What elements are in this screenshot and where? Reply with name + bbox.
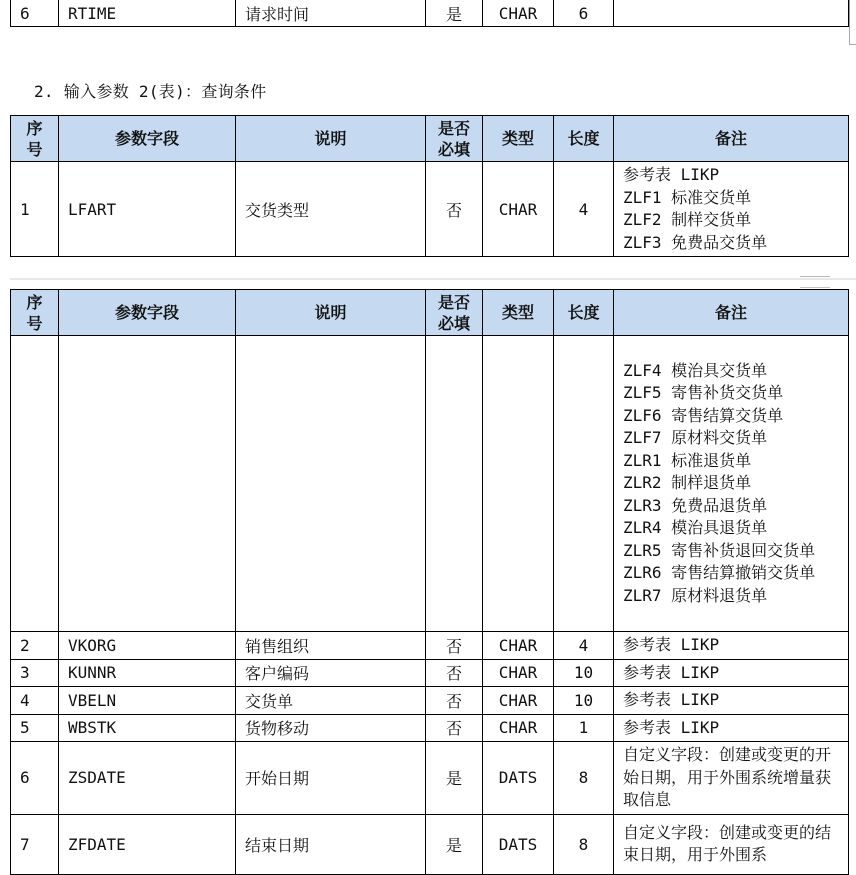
cell-note bbox=[614, 0, 849, 27]
table-row bbox=[11, 742, 849, 815]
table-row bbox=[11, 0, 849, 27]
note-line: 参考表 LIKP bbox=[623, 165, 720, 184]
table-row bbox=[11, 714, 849, 742]
cell-note bbox=[614, 336, 849, 632]
cell-no: 7 bbox=[11, 814, 59, 874]
section-caption: 2. 输入参数 2(表)：查询条件 bbox=[34, 82, 267, 101]
table-row bbox=[11, 336, 849, 632]
cell-type: CHAR bbox=[483, 714, 554, 742]
page-break bbox=[10, 278, 856, 280]
note-line: ZLF2 制样交货单 bbox=[623, 210, 752, 229]
cell-length: 1 bbox=[554, 714, 614, 742]
cell-note bbox=[614, 814, 849, 874]
header-desc: 说明 bbox=[236, 116, 426, 162]
note-line: ZLR6 寄售结算撤销交货单 bbox=[623, 563, 816, 583]
note-line: ZLF4 模治具交货单 bbox=[623, 360, 768, 380]
cell-note bbox=[614, 742, 849, 815]
cell-desc: 货物移动 bbox=[236, 714, 426, 742]
cell-required bbox=[426, 336, 483, 632]
cell-length: 8 bbox=[554, 814, 614, 874]
cell-field: ZSDATE bbox=[59, 742, 236, 815]
cell-length: 4 bbox=[554, 162, 614, 257]
note-line: ZLR7 原材料退货单 bbox=[623, 585, 768, 605]
table-row bbox=[11, 632, 849, 660]
cell-type: DATS bbox=[483, 742, 554, 815]
cell-note bbox=[614, 162, 849, 257]
cell-type: CHAR bbox=[483, 659, 554, 687]
cell-field: LFART bbox=[59, 162, 236, 257]
note-line: ZLF6 寄售结算交货单 bbox=[623, 405, 784, 425]
note-line: ZLF5 寄售补货交货单 bbox=[623, 383, 784, 403]
page-margin-rule bbox=[849, 0, 850, 30]
cell-length: 10 bbox=[554, 687, 614, 715]
cell-type: CHAR bbox=[483, 0, 554, 27]
cell-desc: 销售组织 bbox=[236, 632, 426, 660]
page-break-mark bbox=[800, 287, 830, 288]
cell-required: 否 bbox=[426, 162, 483, 257]
table-row bbox=[11, 687, 849, 715]
cell-required: 是 bbox=[426, 814, 483, 874]
table-row bbox=[11, 659, 849, 687]
cell-type: DATS bbox=[483, 814, 554, 874]
table-row bbox=[11, 814, 849, 874]
cell-desc: 请求时间 bbox=[236, 0, 426, 27]
header-field: 参数字段 bbox=[59, 116, 236, 162]
cell-field bbox=[59, 336, 236, 632]
cell-desc: 交货类型 bbox=[236, 162, 426, 257]
cell-field: KUNNR bbox=[59, 659, 236, 687]
header-required: 是否必填 bbox=[426, 116, 483, 162]
previous-params-table bbox=[10, 0, 849, 27]
cell-type: CHAR bbox=[483, 632, 554, 660]
header-type: 类型 bbox=[483, 116, 554, 162]
note-line: 参考表 LIKP bbox=[623, 690, 720, 709]
note-line: ZLR3 免费品退货单 bbox=[623, 495, 768, 515]
note-line: 自定义字段：创建或变更的结束日期，用于外围系 bbox=[623, 822, 832, 864]
table-header-row bbox=[11, 116, 849, 162]
note-line: ZLF7 原材料交货单 bbox=[623, 428, 768, 448]
cell-required: 否 bbox=[426, 659, 483, 687]
cell-field: VKORG bbox=[59, 632, 236, 660]
cell-required: 否 bbox=[426, 687, 483, 715]
cell-field: VBELN bbox=[59, 687, 236, 715]
cell-desc: 结束日期 bbox=[236, 814, 426, 874]
note-line: 参考表 LIKP bbox=[623, 635, 720, 654]
note-line: 参考表 LIKP bbox=[623, 717, 720, 737]
cell-type bbox=[483, 336, 554, 632]
cell-no: 4 bbox=[11, 687, 59, 715]
note-line: 参考表 LIKP bbox=[623, 662, 720, 682]
header-required: 是否必填 bbox=[426, 290, 483, 336]
cell-no: 3 bbox=[11, 659, 59, 687]
cell-no bbox=[11, 336, 59, 632]
header-note: 备注 bbox=[614, 290, 849, 336]
cell-note bbox=[614, 632, 849, 660]
header-note: 备注 bbox=[614, 116, 849, 162]
cell-field: WBSTK bbox=[59, 714, 236, 742]
cell-desc: 客户编码 bbox=[236, 659, 426, 687]
cell-no: 5 bbox=[11, 714, 59, 742]
cell-type: CHAR bbox=[483, 687, 554, 715]
table-header-row bbox=[11, 290, 849, 336]
cell-no: 6 bbox=[11, 742, 59, 815]
cell-note bbox=[614, 714, 849, 742]
note-line: 自定义字段：创建或变更的开始日期，用于外围系统增量获取信息 bbox=[623, 745, 832, 809]
cell-field: ZFDATE bbox=[59, 814, 236, 874]
page-corner-mark bbox=[849, 28, 856, 45]
note-line: ZLR2 制样退货单 bbox=[623, 473, 752, 493]
header-no: 序号 bbox=[11, 116, 59, 162]
header-type: 类型 bbox=[483, 290, 554, 336]
input-params-table bbox=[10, 115, 849, 257]
cell-required: 否 bbox=[426, 632, 483, 660]
input-params-table-continued bbox=[10, 289, 849, 875]
cell-note bbox=[614, 659, 849, 687]
header-field: 参数字段 bbox=[59, 290, 236, 336]
header-desc: 说明 bbox=[236, 290, 426, 336]
note-line: ZLR5 寄售补货退回交货单 bbox=[623, 540, 816, 560]
page-break-mark bbox=[800, 276, 830, 277]
cell-length bbox=[554, 336, 614, 632]
cell-desc: 开始日期 bbox=[236, 742, 426, 815]
header-length: 长度 bbox=[554, 116, 614, 162]
cell-required: 否 bbox=[426, 714, 483, 742]
header-length: 长度 bbox=[554, 290, 614, 336]
cell-desc bbox=[236, 336, 426, 632]
cell-note bbox=[614, 687, 849, 715]
cell-field: RTIME bbox=[59, 0, 236, 27]
note-line: ZLF3 免费品交货单 bbox=[623, 232, 768, 252]
cell-type: CHAR bbox=[483, 162, 554, 257]
cell-no: 1 bbox=[11, 162, 59, 257]
cell-length: 6 bbox=[554, 0, 614, 27]
cell-length: 4 bbox=[554, 632, 614, 660]
cell-length: 10 bbox=[554, 659, 614, 687]
cell-no: 2 bbox=[11, 632, 59, 660]
note-line: ZLF1 标准交货单 bbox=[623, 187, 752, 207]
header-no: 序号 bbox=[11, 290, 59, 336]
cell-required: 是 bbox=[426, 742, 483, 815]
cell-no: 6 bbox=[11, 0, 59, 27]
table-row bbox=[11, 162, 849, 257]
cell-length: 8 bbox=[554, 742, 614, 815]
cell-desc: 交货单 bbox=[236, 687, 426, 715]
note-line: ZLR1 标准退货单 bbox=[623, 450, 752, 470]
cell-required: 是 bbox=[426, 0, 483, 27]
note-line: ZLR4 模治具退货单 bbox=[623, 518, 768, 538]
